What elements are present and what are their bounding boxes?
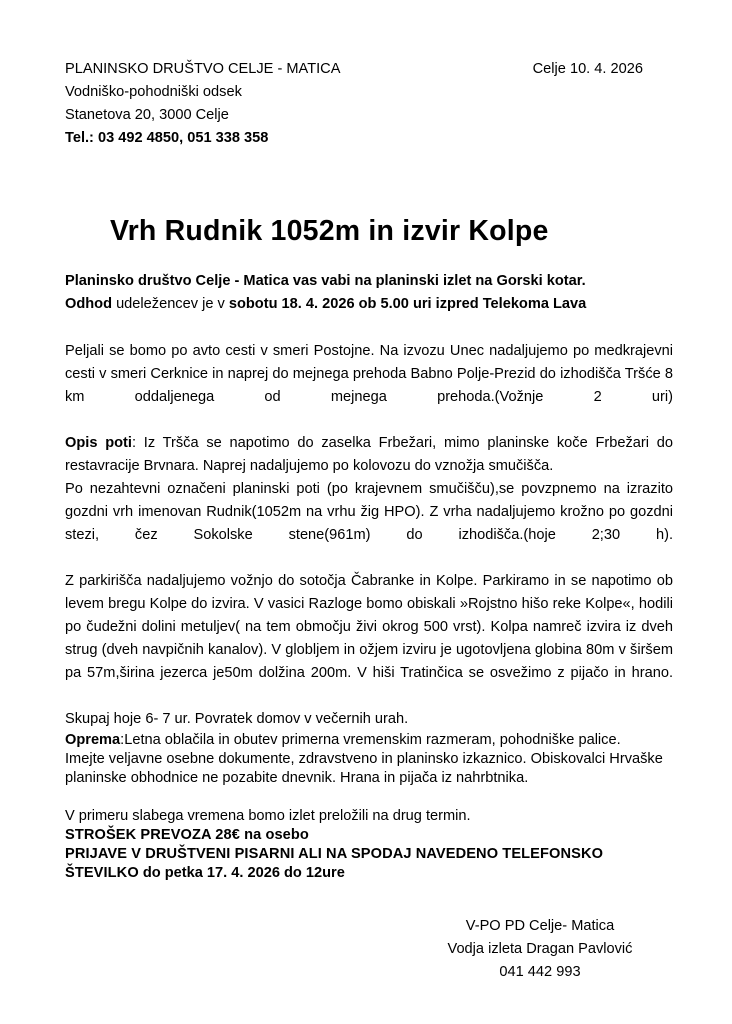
document-body — [65, 270, 673, 883]
organization-name: PLANINSKO DRUŠTVO CELJE - MATICA — [65, 61, 341, 77]
notice-block — [65, 807, 673, 883]
signature-leader: Vodja izleta Dragan Pavlović — [447, 941, 633, 957]
invitation-line — [65, 270, 673, 293]
signature-phone: 041 442 993 — [499, 964, 581, 980]
equipment-label: Oprema — [65, 732, 121, 748]
departure-details: sobotu 18. 4. 2026 ob 5.00 uri izpred Telekoma Lava — [228, 296, 587, 312]
phone-line: Tel.: 03 492 4850, 051 338 358 — [65, 130, 269, 146]
ascent-text: Po nezahtevni označeni planinski poti (po krajevnem smučišču),se povzpnemo na izrazito gozdni vrh imenovan Rudnik(1052m na vrhu žig HPO). Z vrha nadaljujemo krožno po gozdni stezi, čez Sokolske stene(961m) do izhodišča.(hoje 2;30 h). — [65, 481, 673, 543]
spacer — [65, 316, 673, 340]
documents-text: Imejte veljavne osebne dokumente, zdravstveno in planinsko izkaznico. Obiskovalci Hrvaške planinske obhodnice ne pozabite dnevnik. Hrana in pijača iz nahrbtnika. — [65, 751, 663, 786]
departure-label: Odhod — [65, 296, 113, 312]
department-name: Vodniško-pohodniški odsek — [65, 84, 242, 100]
paragraph-description — [65, 432, 673, 478]
weather-notice: V primeru slabega vremena bomo izlet preložili na drug termin. — [65, 808, 471, 824]
page-title: Vrh Rudnik 1052m in izvir Kolpe — [110, 215, 549, 248]
departure-line — [65, 293, 673, 316]
document-date: Celje 10. 4. 2026 — [532, 61, 643, 77]
registration-deadline: do petka 17. 4. 2026 do 12ure — [138, 865, 345, 881]
letterhead — [65, 58, 673, 150]
route-intro-text: Peljali se bomo po avto cesti v smeri Postojne. Na izvozu Unec nadaljujemo po medkrajevni cesti v smeri Cerknice in naprej do mejnega prehoda Babno Polje-Prezid do izhodišča Tršće 8 km oddaljenega od mejnega prehoda.(Vožnje 2 uri) — [65, 343, 673, 405]
paragraph-equipment — [65, 731, 673, 750]
signature-block — [400, 915, 680, 984]
registration-number-label: ŠTEVILKO — [65, 865, 139, 881]
total-time-text: Skupaj hoje 6- 7 ur. Povratek domov v večernih urah. — [65, 711, 409, 727]
address-line: Stanetova 20, 3000 Celje — [65, 107, 229, 123]
paragraph-documents — [65, 750, 673, 788]
registration-notice-line2 — [65, 864, 673, 883]
paragraph-total-time — [65, 708, 673, 731]
paragraph-route-intro — [65, 340, 673, 432]
equipment-text: :Letna oblačila in obutev primerna vremenskim razmeram, pohodniške palice. — [120, 732, 621, 748]
departure-connector: udeležencev je v — [112, 296, 229, 312]
description-label: Opis poti — [65, 435, 132, 451]
description-text: : Iz Tršča se napotimo do zaselka Frbežari, mimo planinske koče Frbežari do restavracije Brvnara. Naprej nadaljujemo po kolovozu do vznožja smučišča. — [65, 435, 673, 474]
invitation-text: Planinsko društvo Celje - Matica vas vabi na planinski izlet na Gorski kotar. — [65, 273, 586, 289]
paragraph-spring — [65, 570, 673, 708]
spacer-before-notice — [65, 788, 673, 807]
signature-role: V-PO PD Celje- Matica — [465, 918, 615, 934]
paragraph-ascent — [65, 478, 673, 570]
registration-notice-line1: PRIJAVE V DRUŠTVENI PISARNI ALI NA SPODAJ NAVEDENO TELEFONSKO — [65, 846, 604, 862]
spring-text: Z parkirišča nadaljujemo vožnjo do sotočja Čabranke in Kolpe. Parkiramo in se napotimo ob levem bregu Kolpe do izvira. V vasici Razloge bomo obiskali »Rojstno hišo reke Kolpe«, hodili po čudežni dolini metuljev( na tem območju živi okrog 500 vrst). Kolpa namreč izvira iz dveh strug (dveh navpičnih kanalov). V globljem in ožjem izviru je ugotovljena globina 80m v širšem pa 57m,širina jezerca je50m dolžina 200m. V hiši Tratinčica se osvežimo z pijačo in hrano. — [65, 573, 673, 681]
price-notice: STROŠEK PREVOZA 28€ na osebo — [65, 827, 309, 843]
letterhead-top-row — [65, 58, 673, 81]
